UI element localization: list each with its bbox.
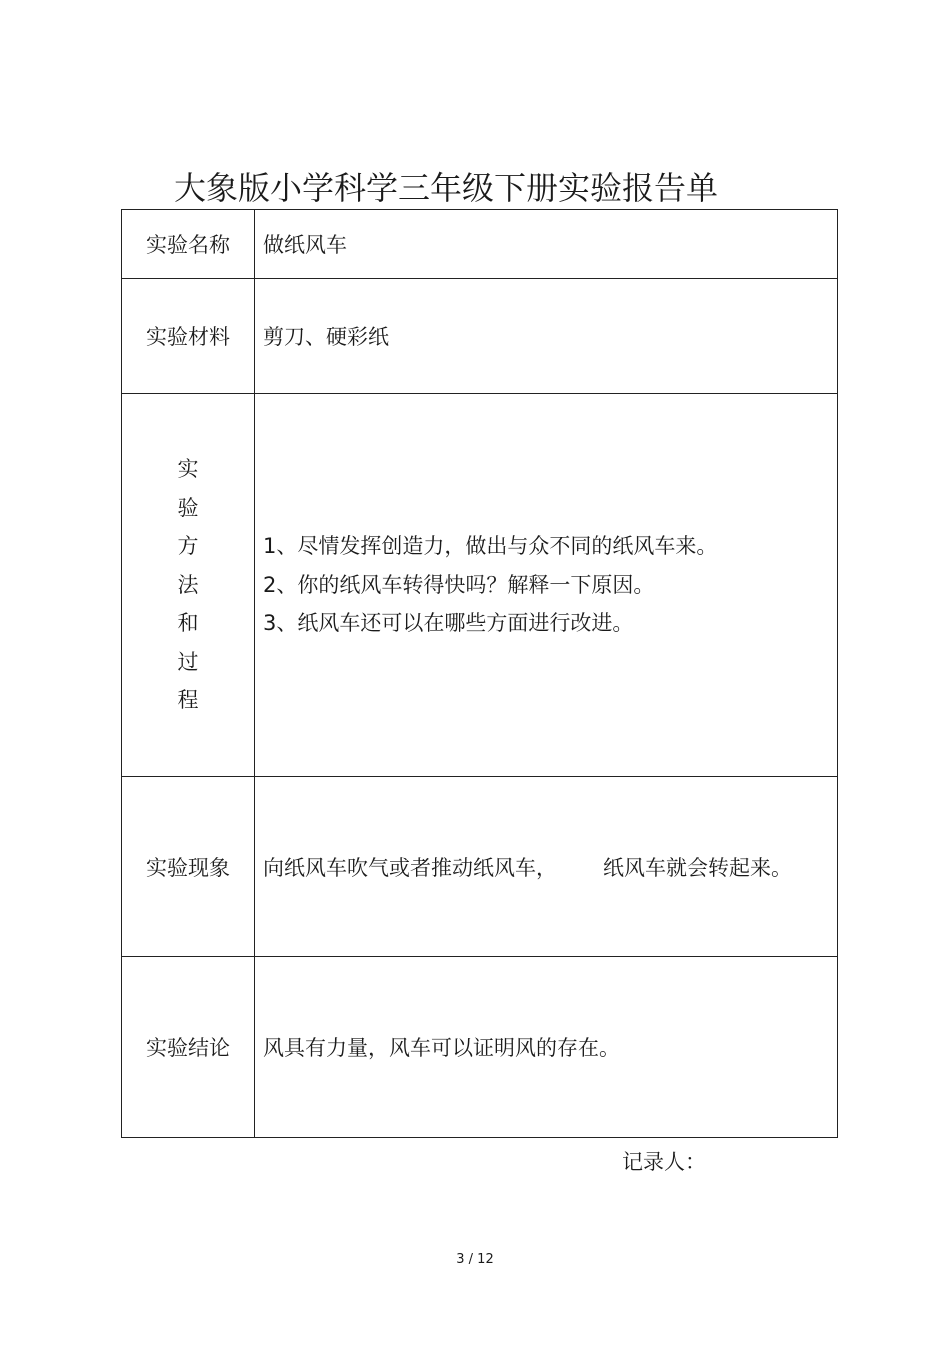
table-row-experiment-name	[122, 210, 838, 279]
value-materials: 剪刀、硬彩纸	[255, 279, 838, 394]
label-method-char: 过	[177, 649, 199, 674]
experiment-report-table	[121, 209, 838, 1138]
value-phenomenon	[255, 777, 838, 957]
label-method-char: 验	[177, 495, 199, 520]
table-row-phenomenon	[122, 777, 838, 957]
recorder-label: 记录人：	[622, 1150, 706, 1174]
label-method-char: 实	[177, 457, 199, 482]
method-step-1: 1、尽情发挥创造力，做出与众不同的纸风车来。	[263, 534, 718, 559]
label-materials: 实验材料	[122, 279, 255, 394]
label-method	[122, 394, 255, 777]
table-row-materials	[122, 279, 838, 394]
method-step-3: 3、纸风车还可以在哪些方面进行改进。	[263, 611, 634, 636]
label-method-char: 方	[177, 534, 199, 559]
table-row-conclusion	[122, 957, 838, 1138]
vertical-label-method	[122, 450, 254, 720]
value-method	[255, 394, 838, 777]
table-row-method	[122, 394, 838, 777]
label-conclusion: 实验结论	[122, 957, 255, 1138]
label-method-char: 程	[177, 688, 199, 713]
label-experiment-name: 实验名称	[122, 210, 255, 279]
label-method-char: 法	[177, 572, 199, 597]
page-title: 大象版小学科学三年级下册实验报告单	[174, 169, 719, 207]
label-phenomenon: 实验现象	[122, 777, 255, 957]
method-step-2: 2、你的纸风车转得快吗？解释一下原因。	[263, 572, 655, 597]
value-conclusion: 风具有力量，风车可以证明风的存在。	[255, 957, 838, 1138]
value-experiment-name: 做纸风车	[255, 210, 838, 279]
page-number: 3 / 12	[456, 1252, 494, 1267]
phenomenon-text-part2: 纸风车就会转起来。	[603, 855, 792, 880]
phenomenon-text-part1: 向纸风车吹气或者推动纸风车，	[263, 855, 557, 880]
label-method-char: 和	[177, 611, 199, 636]
